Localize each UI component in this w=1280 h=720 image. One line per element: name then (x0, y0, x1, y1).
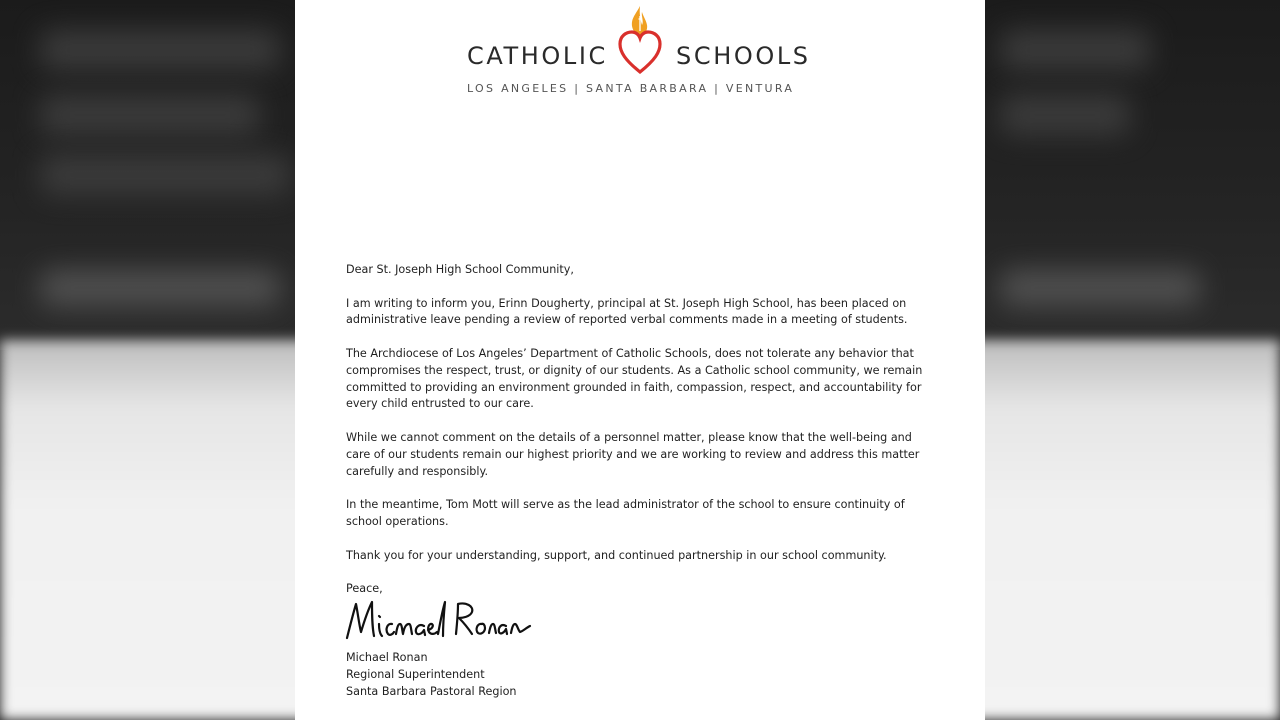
letter-body (346, 262, 936, 598)
heart-flame-icon (617, 2, 663, 76)
signer-block (346, 649, 517, 700)
signer-region: Santa Barbara Pastoral Region (346, 685, 517, 698)
background-blur-shape (40, 270, 280, 306)
catholic-schools-logo (295, 0, 985, 110)
background-blur-shape (1000, 270, 1200, 306)
logo-subtitle: LOS ANGELES | SANTA BARBARA | VENTURA (467, 82, 795, 95)
letter-salutation: Dear St. Joseph High School Community, (346, 263, 574, 276)
background-blur-shape (40, 95, 260, 135)
letter-paragraph: Thank you for your understanding, support, and continued partnership in our school community. (346, 548, 887, 562)
signer-name: Michael Ronan (346, 651, 428, 664)
letter-closing: Peace, (346, 582, 383, 596)
background-blur-shape (40, 30, 280, 70)
background-blur-shape (40, 155, 290, 195)
letter-page (295, 0, 985, 720)
signer-title: Regional Superintendent (346, 668, 485, 681)
letter-paragraph: The Archdiocese of Los Angeles’ Department of Catholic Schools, does not tolerate any behavior that compromises the respect, trust, or dignity of our students. As a Catholic school community, we remain committed to providing an environment grounded in faith, compassion, respect, and accountability for every child entrusted to our care. (346, 346, 923, 411)
letter-paragraph: While we cannot comment on the details of a personnel matter, please know that the well-being and care of our students remain our highest priority and we are working to review and address this matter carefully and responsibly. (346, 430, 920, 478)
handwritten-signature (344, 596, 544, 646)
letter-paragraph: I am writing to inform you, Erinn Dougherty, principal at St. Joseph High School, has been placed on administrative leave pending a review of reported verbal comments made in a meeting of students. (346, 296, 908, 327)
logo-word-schools: SCHOOLS (676, 42, 811, 70)
logo-word-catholic: CATHOLIC (467, 42, 608, 70)
letter-paragraph: In the meantime, Tom Mott will serve as the lead administrator of the school to ensure continuity of school operations. (346, 498, 905, 528)
background-blur-shape (1000, 95, 1130, 135)
background-blur-shape (1000, 30, 1150, 70)
